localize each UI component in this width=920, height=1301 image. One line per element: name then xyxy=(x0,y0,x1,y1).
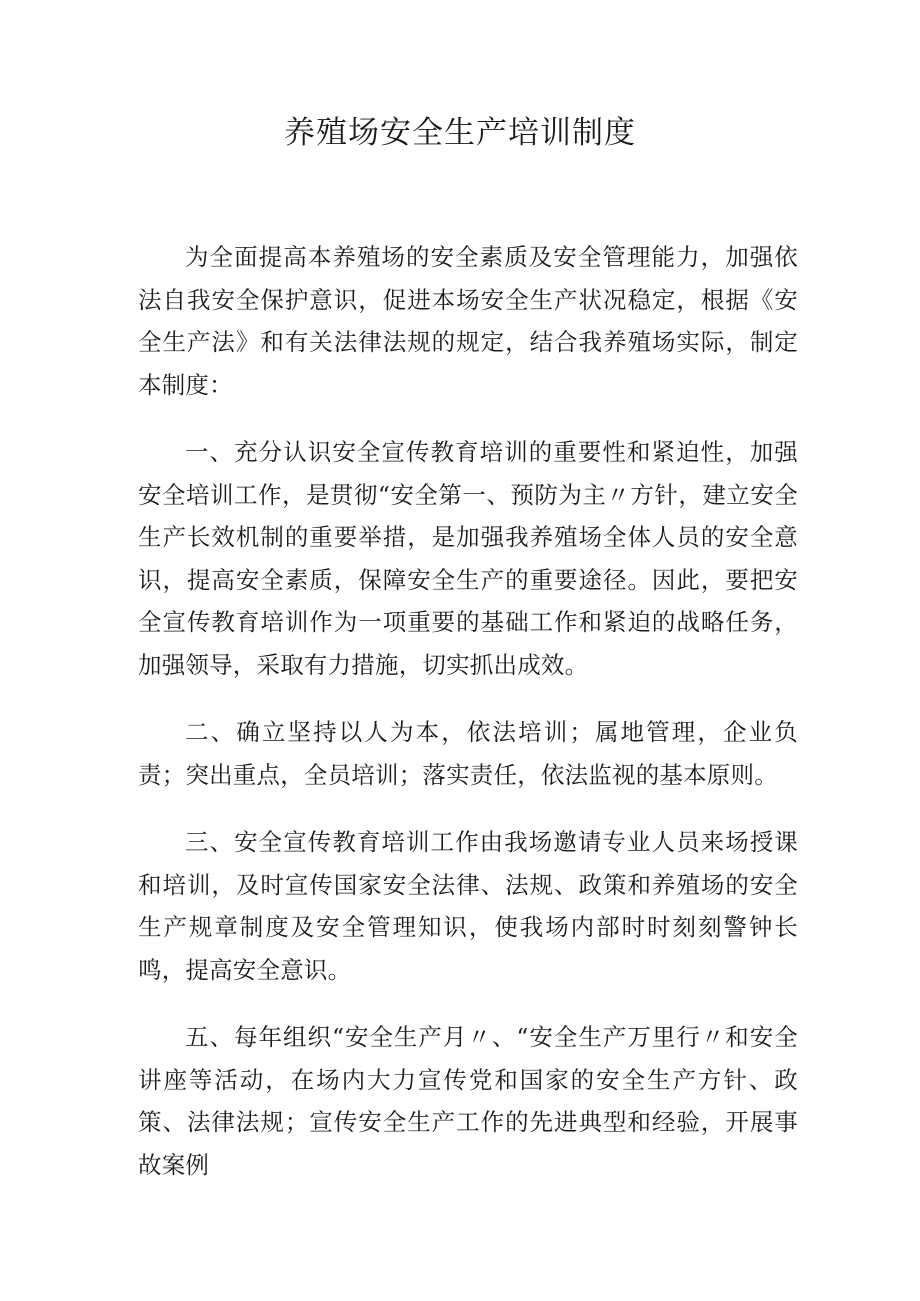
document-body xyxy=(138,236,798,1211)
paragraph-section-2: 二、确立坚持以人为本，依法培训；属地管理，企业负责；突出重点，全员培训；落实责任，依法监视的基本原则。 xyxy=(138,718,798,789)
paragraph-section-1: 一、充分认识安全宣传教育培训的重要性和紧迫性，加强安全培训工作，是贯彻“安全第一、预防为主〃方针，建立安全生产长效机制的重要举措，是加强我养殖场全体人员的安全意识，提高安全素质，保障安全生产的重要途径。因此，要把安全宣传教育培训作为一项重要的基础工作和紧迫的战略任务，加强领导，采取有力措施，切实抓出成效。 xyxy=(138,438,798,679)
paragraph-intro: 为全面提高本养殖场的安全素质及安全管理能力，加强依法自我安全保护意识，促进本场安全生产状况稳定，根据《安全生产法》和有关法律法规的规定，结合我养殖场实际，制定本制度： xyxy=(138,243,798,399)
document-title: 养殖场安全生产培训制度 xyxy=(284,115,636,151)
paragraph-section-5: 五、每年组织“安全生产月〃、“安全生产万里行〃和安全讲座等活动，在场内大力宣传党和国家的安全生产方针、政策、法律法规；宣传安全生产工作的先进典型和经验，开展事故案例 xyxy=(138,1023,798,1179)
paragraph-section-3: 三、安全宣传教育培训工作由我场邀请专业人员来场授课和培训，及时宣传国家安全法律、法规、政策和养殖场的安全生产规章制度及安全管理知识，使我场内部时时刻刻警钟长鸣，提高安全意识。 xyxy=(138,828,798,984)
